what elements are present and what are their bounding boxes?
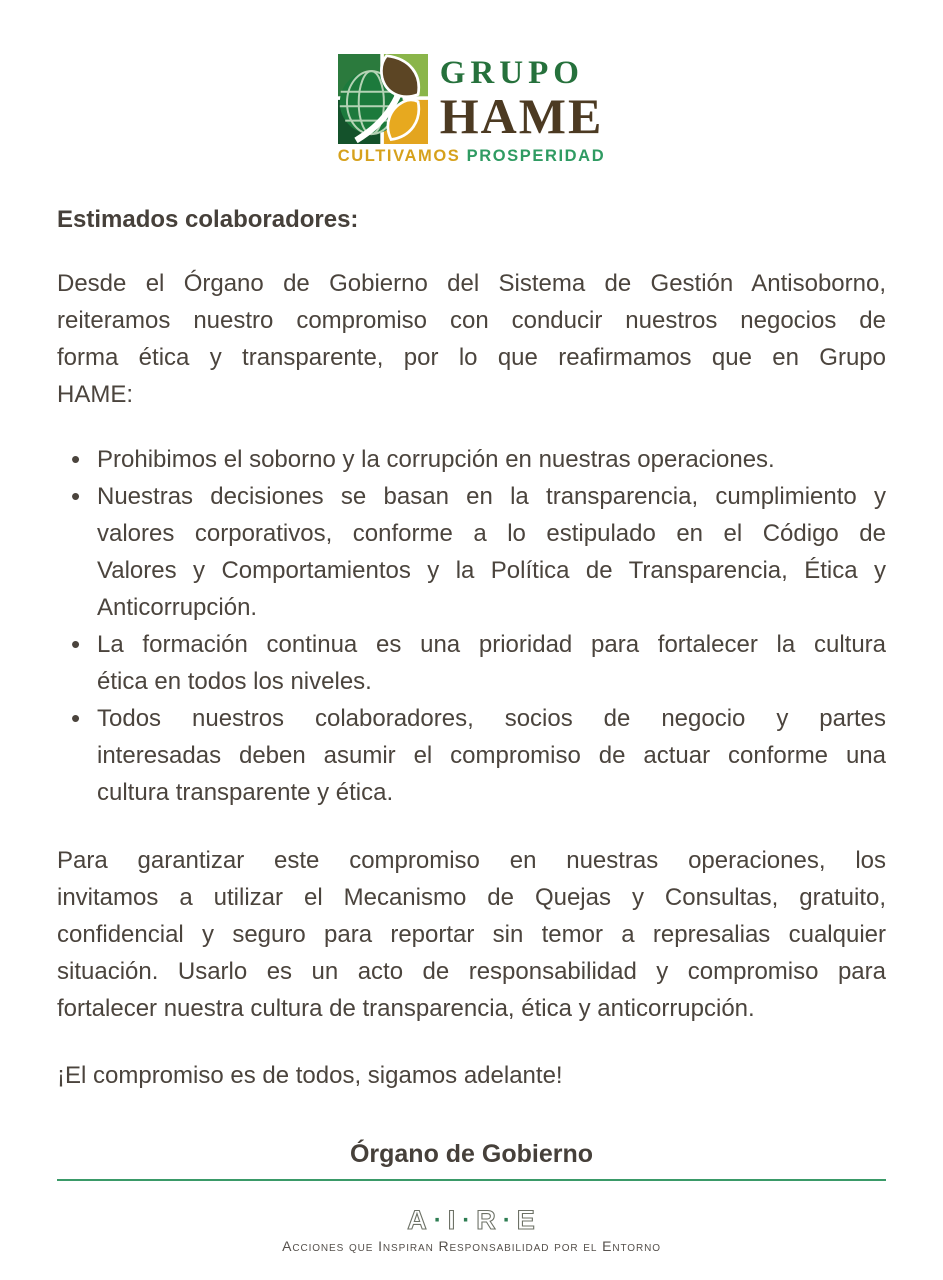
brand-wordmark: [439, 55, 604, 144]
list-item: [57, 626, 886, 700]
closing-line: Para garantizar este compromiso en nuestras operaciones, los: [57, 847, 886, 874]
brand-tagline-right: PROSPERIDAD: [466, 147, 606, 165]
bullet-line: Valores y Comportamientos y la Política de Transparencia, Ética y: [97, 557, 886, 584]
aire-dot-icon: ·: [462, 1206, 471, 1234]
closing-line: fortalecer nuestra cultura de transparencia, ética y anticorrupción.: [57, 995, 755, 1022]
aire-letter-i: I: [447, 1205, 457, 1235]
aire-logo: [407, 1205, 536, 1236]
bullet-line: cultura transparente y ética.: [97, 779, 394, 806]
closing-line: invitamos a utilizar el Mecanismo de Quejas y Consultas, gratuito,: [57, 884, 886, 911]
bullet-line: • La formación continua es una prioridad para fortalecer la cultura: [97, 631, 886, 658]
footer: [57, 1205, 886, 1254]
list-item: [57, 478, 886, 626]
brand-name-bottom: HAME: [439, 88, 604, 144]
brand-name-top: GRUPO: [439, 55, 584, 91]
intro-line: Desde el Órgano de Gobierno del Sistema de Gestión Antisoborno,: [57, 270, 886, 297]
intro-line: forma ética y transparente, por lo que reafirmamos que en Grupo: [57, 344, 886, 371]
brand-tagline: [338, 147, 605, 166]
aire-dot-icon: ·: [433, 1206, 442, 1234]
closing-paragraph: [57, 842, 886, 1027]
aire-dot-icon: ·: [502, 1206, 511, 1234]
aire-letter-r: R: [476, 1205, 497, 1235]
aire-letter-a: A: [407, 1205, 428, 1235]
grupo-hame-logo-mark-icon: [338, 54, 428, 144]
aire-letter-e: E: [516, 1205, 536, 1235]
bullet-line: • Todos nuestros colaboradores, socios de negocio y partes: [97, 705, 886, 732]
bullet-line: • Nuestras decisiones se basan en la transparencia, cumplimiento y: [97, 483, 886, 510]
grupo-hame-logo: [338, 54, 605, 166]
bullet-line: ética en todos los niveles.: [97, 668, 372, 695]
intro-paragraph: [57, 265, 886, 413]
bullet-line: interesadas deben asumir el compromiso de actuar conforme una: [97, 742, 886, 769]
list-item: [57, 441, 886, 478]
bullet-line: valores corporativos, conforme a lo estipulado en el Código de: [97, 520, 886, 547]
brand-tagline-left: CULTIVAMOS: [337, 147, 461, 165]
signature-divider: [57, 1179, 886, 1181]
aire-tagline: Acciones que Inspiran Responsabilidad por el Entorno: [282, 1238, 661, 1254]
closing-line: situación. Usarlo es un acto de responsabilidad y compromiso para: [57, 958, 886, 985]
letter-greeting: Estimados colaboradores:: [57, 206, 359, 233]
intro-line: HAME:: [57, 381, 134, 408]
commitment-list: [57, 441, 886, 811]
letter-motto: ¡El compromiso es de todos, sigamos adelante!: [57, 1062, 563, 1089]
list-item: [57, 700, 886, 811]
closing-line: confidencial y seguro para reportar sin temor a represalias cualquier: [57, 921, 886, 948]
intro-line: reiteramos nuestro compromiso con conducir nuestros negocios de: [57, 307, 886, 334]
signature-title: Órgano de Gobierno: [349, 1140, 594, 1168]
logo-row: [338, 54, 605, 144]
bullet-line: Anticorrupción.: [97, 594, 258, 621]
bullet-line: • Prohibimos el soborno y la corrupción en nuestras operaciones.: [97, 446, 775, 473]
